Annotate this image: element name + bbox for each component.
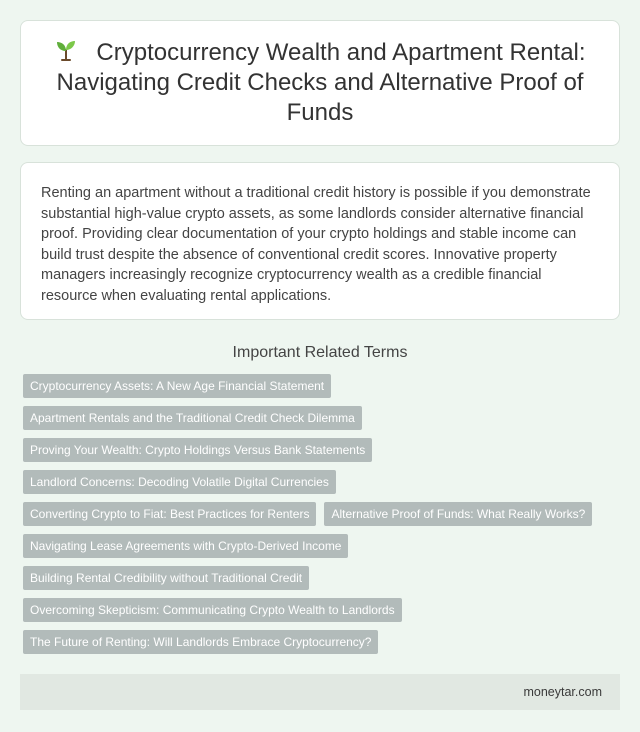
term-tag-9[interactable]: Overcoming Skepticism: Communicating Crypto Wealth to Landlords <box>23 598 402 622</box>
term-tag-4[interactable]: Landlord Concerns: Decoding Volatile Digital Currencies <box>23 470 336 494</box>
term-tag-2[interactable]: Apartment Rentals and the Traditional Credit Check Dilemma <box>23 406 362 430</box>
term-tag-5[interactable]: Converting Crypto to Fiat: Best Practices for Renters <box>23 502 316 526</box>
footer-site-link[interactable]: moneytar.com <box>523 685 602 699</box>
term-tag-3[interactable]: Proving Your Wealth: Crypto Holdings Versus Bank Statements <box>23 438 372 462</box>
terms-list <box>20 374 620 662</box>
page-title-text: Cryptocurrency Wealth and Apartment Rental: Navigating Credit Checks and Alternative Proof of Funds <box>56 39 586 126</box>
footer <box>20 674 620 710</box>
term-tag-7[interactable]: Navigating Lease Agreements with Crypto-Derived Income <box>23 534 348 558</box>
terms-heading: Important Related Terms <box>232 344 408 361</box>
sprout-icon <box>54 38 78 62</box>
term-tag-8[interactable]: Building Rental Credibility without Traditional Credit <box>23 566 309 590</box>
term-tag-1[interactable]: Cryptocurrency Assets: A New Age Financial Statement <box>23 374 331 398</box>
summary-text: Renting an apartment without a traditional credit history is possible if you demonstrate substantial high-value crypto assets, as some landlords consider alternative financial proof. Providing clear documentation of your crypto holdings and stable income can build trust despite the absence of conventional credit scores. Innovative property managers increasingly recognize cryptocurrency wealth as a credible financial resource when evaluating rental applications. <box>41 185 591 304</box>
page-title <box>45 38 595 128</box>
title-card <box>20 20 620 146</box>
term-tag-10[interactable]: The Future of Renting: Will Landlords Embrace Cryptocurrency? <box>23 630 378 654</box>
term-tag-6[interactable]: Alternative Proof of Funds: What Really Works? <box>324 502 592 526</box>
summary-card <box>20 162 620 320</box>
